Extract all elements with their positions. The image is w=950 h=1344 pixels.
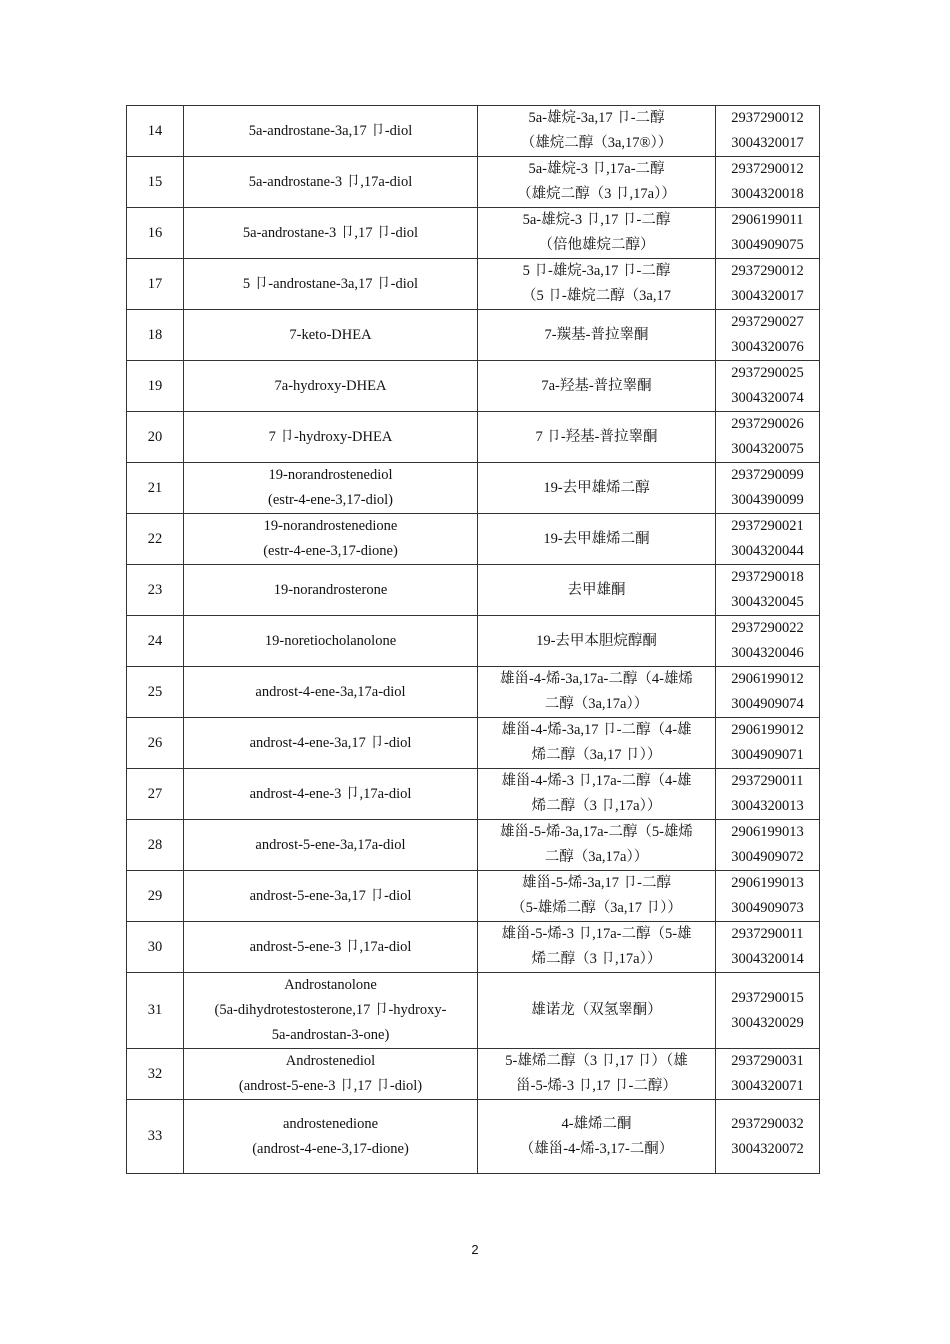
commodity-code-line: 3004909075 (731, 237, 804, 253)
table-row (127, 106, 820, 157)
table-row (127, 1100, 820, 1174)
english-name-line: 7 卩-hydroxy-DHEA (268, 428, 393, 445)
commodity-code-cell (716, 208, 820, 259)
english-name-line: 19-norandrostenediol (268, 467, 393, 483)
chinese-name-line: 19-去甲本胆烷醇酮 (536, 632, 657, 649)
english-name-line: androstenedione (282, 1115, 379, 1132)
english-name-line: androst-5-ene-3a,17 卩-diol (249, 887, 412, 904)
chinese-name-line: 烯二醇（3 卩,17a）） (531, 798, 662, 814)
page-number: 2 (471, 1242, 479, 1257)
commodity-code-line: 3004320017 (731, 135, 804, 151)
english-name-cell (184, 1049, 478, 1100)
commodity-code-line: 2937290011 (731, 926, 804, 942)
english-name-line: androst-4-ene-3a,17a-diol (255, 683, 406, 700)
chinese-name-cell (478, 259, 716, 310)
commodity-code-line: 2906199013 (731, 824, 804, 840)
commodity-code-cell (716, 820, 820, 871)
english-name-line: 5a-androstane-3 卩,17a-diol (248, 173, 413, 190)
chinese-name-line: 4-雄烯二酮 (561, 1115, 632, 1132)
english-name-cell (184, 769, 478, 820)
table-row (127, 310, 820, 361)
substance-table (126, 105, 820, 1174)
commodity-code-cell (716, 565, 820, 616)
commodity-code-line: 2906199012 (731, 722, 804, 738)
row-number-cell: 31 (127, 973, 184, 1049)
commodity-code-line: 2906199013 (731, 875, 804, 891)
commodity-code-cell (716, 769, 820, 820)
table-row (127, 769, 820, 820)
english-name-line: 19-norandrosterone (273, 581, 388, 598)
english-name-cell (184, 616, 478, 667)
chinese-name-line: （雄烷二醇（3a,17®）） (520, 135, 673, 151)
commodity-code-line: 3004390099 (731, 492, 804, 508)
row-number-cell: 20 (127, 412, 184, 463)
english-name-line: androst-4-ene-3a,17 卩-diol (249, 734, 412, 751)
row-number-cell: 29 (127, 871, 184, 922)
chinese-name-line: 甾-5-烯-3 卩,17 卩-二醇） (516, 1078, 677, 1094)
commodity-code-line: 2937290032 (731, 1115, 804, 1132)
commodity-code-line: 3004320014 (731, 951, 804, 967)
chinese-name-line: 雄甾-5-烯-3a,17 卩-二醇 (522, 875, 671, 891)
chinese-name-line: （倍他雄烷二醇） (538, 237, 655, 253)
row-number-cell: 33 (127, 1100, 184, 1174)
english-name-line: 5a-androstan-3-one) (271, 1027, 390, 1043)
commodity-code-cell (716, 310, 820, 361)
commodity-code-cell (716, 361, 820, 412)
english-name-cell (184, 667, 478, 718)
chinese-name-line: 雄甾-4-烯-3 卩,17a-二醇（4-雄 (501, 773, 692, 789)
commodity-code-cell (716, 259, 820, 310)
commodity-code-line: 2937290015 (731, 989, 804, 1006)
chinese-name-cell (478, 514, 716, 565)
english-name-line: (estr-4-ene-3,17-dione) (263, 543, 398, 559)
commodity-code-cell (716, 616, 820, 667)
english-name-cell (184, 106, 478, 157)
chinese-name-line: 5 卩-雄烷-3a,17 卩-二醇 (522, 263, 671, 279)
chinese-name-line: 雄甾-4-烯-3a,17 卩-二醇（4-雄 (501, 722, 692, 738)
english-name-cell (184, 820, 478, 871)
commodity-code-line: 3004320044 (731, 543, 804, 559)
chinese-name-line: （5-雄烯二醇（3a,17 卩）） (511, 900, 682, 916)
commodity-code-line: 2937290012 (731, 161, 804, 177)
english-name-line: 7-keto-DHEA (289, 326, 372, 343)
table-row (127, 616, 820, 667)
english-name-cell (184, 871, 478, 922)
commodity-code-line: 3004320018 (731, 186, 804, 202)
commodity-code-line: 2937290012 (731, 263, 804, 279)
row-number-cell: 32 (127, 1049, 184, 1100)
commodity-code-line: 2937290018 (731, 569, 804, 585)
chinese-name-line: 烯二醇（3a,17 卩）） (531, 747, 662, 763)
english-name-line: 5a-androstane-3a,17 卩-diol (248, 122, 413, 139)
chinese-name-cell (478, 565, 716, 616)
english-name-cell (184, 922, 478, 973)
commodity-code-line: 2906199011 (731, 212, 804, 228)
commodity-code-line: 3004909072 (731, 849, 804, 865)
chinese-name-line: 7-羰基-普拉睾酮 (544, 326, 649, 343)
row-number-cell: 23 (127, 565, 184, 616)
commodity-code-cell (716, 463, 820, 514)
table-row (127, 718, 820, 769)
english-name-line: androst-5-ene-3 卩,17a-diol (249, 938, 412, 955)
commodity-code-line: 2937290099 (731, 467, 804, 483)
english-name-cell (184, 463, 478, 514)
commodity-code-line: 3004909074 (731, 696, 804, 712)
commodity-code-cell (716, 1049, 820, 1100)
chinese-name-line: 19-去甲雄烯二酮 (543, 530, 650, 547)
row-number-cell: 28 (127, 820, 184, 871)
chinese-name-cell (478, 667, 716, 718)
commodity-code-cell (716, 922, 820, 973)
chinese-name-cell (478, 820, 716, 871)
chinese-name-line: 雄甾-5-烯-3 卩,17a-二醇（5-雄 (501, 926, 692, 942)
row-number-cell: 14 (127, 106, 184, 157)
chinese-name-line: （雄烷二醇（3 卩,17a）） (517, 186, 676, 202)
chinese-name-cell (478, 310, 716, 361)
commodity-code-line: 2937290012 (731, 110, 804, 126)
commodity-code-line: 3004320046 (731, 645, 804, 661)
commodity-code-line: 3004909073 (731, 900, 804, 916)
chinese-name-line: （雄甾-4-烯-3,17-二酮） (519, 1140, 674, 1157)
chinese-name-line: 5a-雄烷-3a,17 卩-二醇 (528, 110, 665, 126)
chinese-name-line: 7a-羟基-普拉睾酮 (541, 377, 652, 394)
commodity-code-line: 2937290021 (731, 518, 804, 534)
chinese-name-cell (478, 463, 716, 514)
commodity-code-line: 2937290027 (731, 314, 804, 330)
english-name-line: 7a-hydroxy-DHEA (274, 377, 387, 394)
english-name-cell (184, 718, 478, 769)
table-row (127, 412, 820, 463)
commodity-code-cell (716, 973, 820, 1049)
chinese-name-line: 雄甾-5-烯-3a,17a-二醇（5-雄烯 (500, 824, 693, 840)
commodity-code-line: 2937290011 (731, 773, 804, 789)
chinese-name-line: 雄甾-4-烯-3a,17a-二醇（4-雄烯 (500, 671, 693, 687)
row-number-cell: 21 (127, 463, 184, 514)
chinese-name-line: 19-去甲雄烯二醇 (543, 479, 650, 496)
commodity-code-line: 3004320074 (731, 390, 804, 406)
english-name-cell (184, 361, 478, 412)
table-row (127, 208, 820, 259)
row-number-cell: 25 (127, 667, 184, 718)
chinese-name-line: 5-雄烯二醇（3 卩,17 卩）（雄 (505, 1053, 688, 1069)
row-number-cell: 22 (127, 514, 184, 565)
row-number-cell: 24 (127, 616, 184, 667)
table-row (127, 259, 820, 310)
chinese-name-cell (478, 1100, 716, 1174)
commodity-code-line: 3004320072 (731, 1140, 804, 1157)
english-name-line: 19-noretiocholanolone (264, 632, 397, 649)
table-row (127, 1049, 820, 1100)
commodity-code-cell (716, 1100, 820, 1174)
commodity-code-line: 2937290025 (731, 365, 804, 381)
table-row (127, 361, 820, 412)
row-number-cell: 15 (127, 157, 184, 208)
chinese-name-line: （5 卩-雄烷二醇（3a,17 (521, 288, 671, 304)
english-name-line: androst-5-ene-3a,17a-diol (255, 836, 406, 853)
commodity-code-line: 2906199012 (731, 671, 804, 687)
chinese-name-cell (478, 973, 716, 1049)
commodity-code-cell (716, 157, 820, 208)
english-name-line: 5a-androstane-3 卩,17 卩-diol (242, 224, 419, 241)
chinese-name-cell (478, 361, 716, 412)
english-name-cell (184, 1100, 478, 1174)
commodity-code-line: 3004320075 (731, 441, 804, 457)
english-name-cell (184, 565, 478, 616)
row-number-cell: 30 (127, 922, 184, 973)
commodity-code-cell (716, 667, 820, 718)
commodity-code-cell (716, 718, 820, 769)
commodity-code-line: 2937290022 (731, 620, 804, 636)
english-name-line: 19-norandrostenedione (263, 518, 398, 534)
chinese-name-cell (478, 922, 716, 973)
table-row (127, 871, 820, 922)
row-number-cell: 26 (127, 718, 184, 769)
english-name-line: Androstanolone (284, 977, 377, 993)
row-number-cell: 16 (127, 208, 184, 259)
row-number-cell: 19 (127, 361, 184, 412)
table-row (127, 820, 820, 871)
chinese-name-line: 二醇（3a,17a）） (544, 696, 649, 712)
table-row (127, 565, 820, 616)
commodity-code-cell (716, 514, 820, 565)
chinese-name-line: 5a-雄烷-3 卩,17a-二醇 (528, 161, 665, 177)
chinese-name-cell (478, 157, 716, 208)
chinese-name-cell (478, 208, 716, 259)
commodity-code-cell (716, 412, 820, 463)
chinese-name-line: 二醇（3a,17a）） (544, 849, 649, 865)
english-name-line: 5 卩-androstane-3a,17 卩-diol (242, 275, 419, 292)
chinese-name-cell (478, 412, 716, 463)
table-body (127, 106, 820, 1174)
table-row (127, 157, 820, 208)
row-number-cell: 17 (127, 259, 184, 310)
commodity-code-line: 3004909071 (731, 747, 804, 763)
commodity-code-line: 3004320071 (731, 1078, 804, 1094)
english-name-cell (184, 310, 478, 361)
chinese-name-cell (478, 871, 716, 922)
english-name-line: (estr-4-ene-3,17-diol) (268, 492, 393, 508)
chinese-name-cell (478, 106, 716, 157)
table-row (127, 463, 820, 514)
commodity-code-line: 3004320029 (731, 1014, 804, 1031)
row-number-cell: 27 (127, 769, 184, 820)
english-name-line: (androst-4-ene-3,17-dione) (252, 1140, 409, 1157)
english-name-line: (androst-5-ene-3 卩,17 卩-diol) (238, 1078, 423, 1094)
chinese-name-cell (478, 769, 716, 820)
english-name-cell (184, 157, 478, 208)
english-name-cell (184, 514, 478, 565)
commodity-code-line: 2937290026 (731, 416, 804, 432)
commodity-code-line: 3004320017 (731, 288, 804, 304)
chinese-name-line: 烯二醇（3 卩,17a）） (531, 951, 662, 967)
chinese-name-line: 7 卩-羟基-普拉睾酮 (535, 428, 658, 445)
english-name-cell (184, 208, 478, 259)
commodity-code-line: 3004320013 (731, 798, 804, 814)
chinese-name-cell (478, 1049, 716, 1100)
commodity-code-line: 2937290031 (731, 1053, 804, 1069)
english-name-line: androst-4-ene-3 卩,17a-diol (249, 785, 412, 802)
english-name-line: (5a-dihydrotestosterone,17 卩-hydroxy- (214, 1002, 447, 1018)
english-name-cell (184, 973, 478, 1049)
table-row (127, 922, 820, 973)
commodity-code-cell (716, 871, 820, 922)
chinese-name-line: 去甲雄酮 (567, 581, 626, 598)
commodity-code-line: 3004320076 (731, 339, 804, 355)
row-number-cell: 18 (127, 310, 184, 361)
table-row (127, 514, 820, 565)
english-name-cell (184, 259, 478, 310)
english-name-cell (184, 412, 478, 463)
table-row (127, 973, 820, 1049)
chinese-name-cell (478, 718, 716, 769)
chinese-name-cell (478, 616, 716, 667)
english-name-line: Androstenediol (285, 1053, 376, 1069)
commodity-code-line: 3004320045 (731, 594, 804, 610)
commodity-code-cell (716, 106, 820, 157)
table-row (127, 667, 820, 718)
chinese-name-line: 雄诺龙（双氢睾酮） (531, 1002, 662, 1018)
chinese-name-line: 5a-雄烷-3 卩,17 卩-二醇 (522, 212, 671, 228)
